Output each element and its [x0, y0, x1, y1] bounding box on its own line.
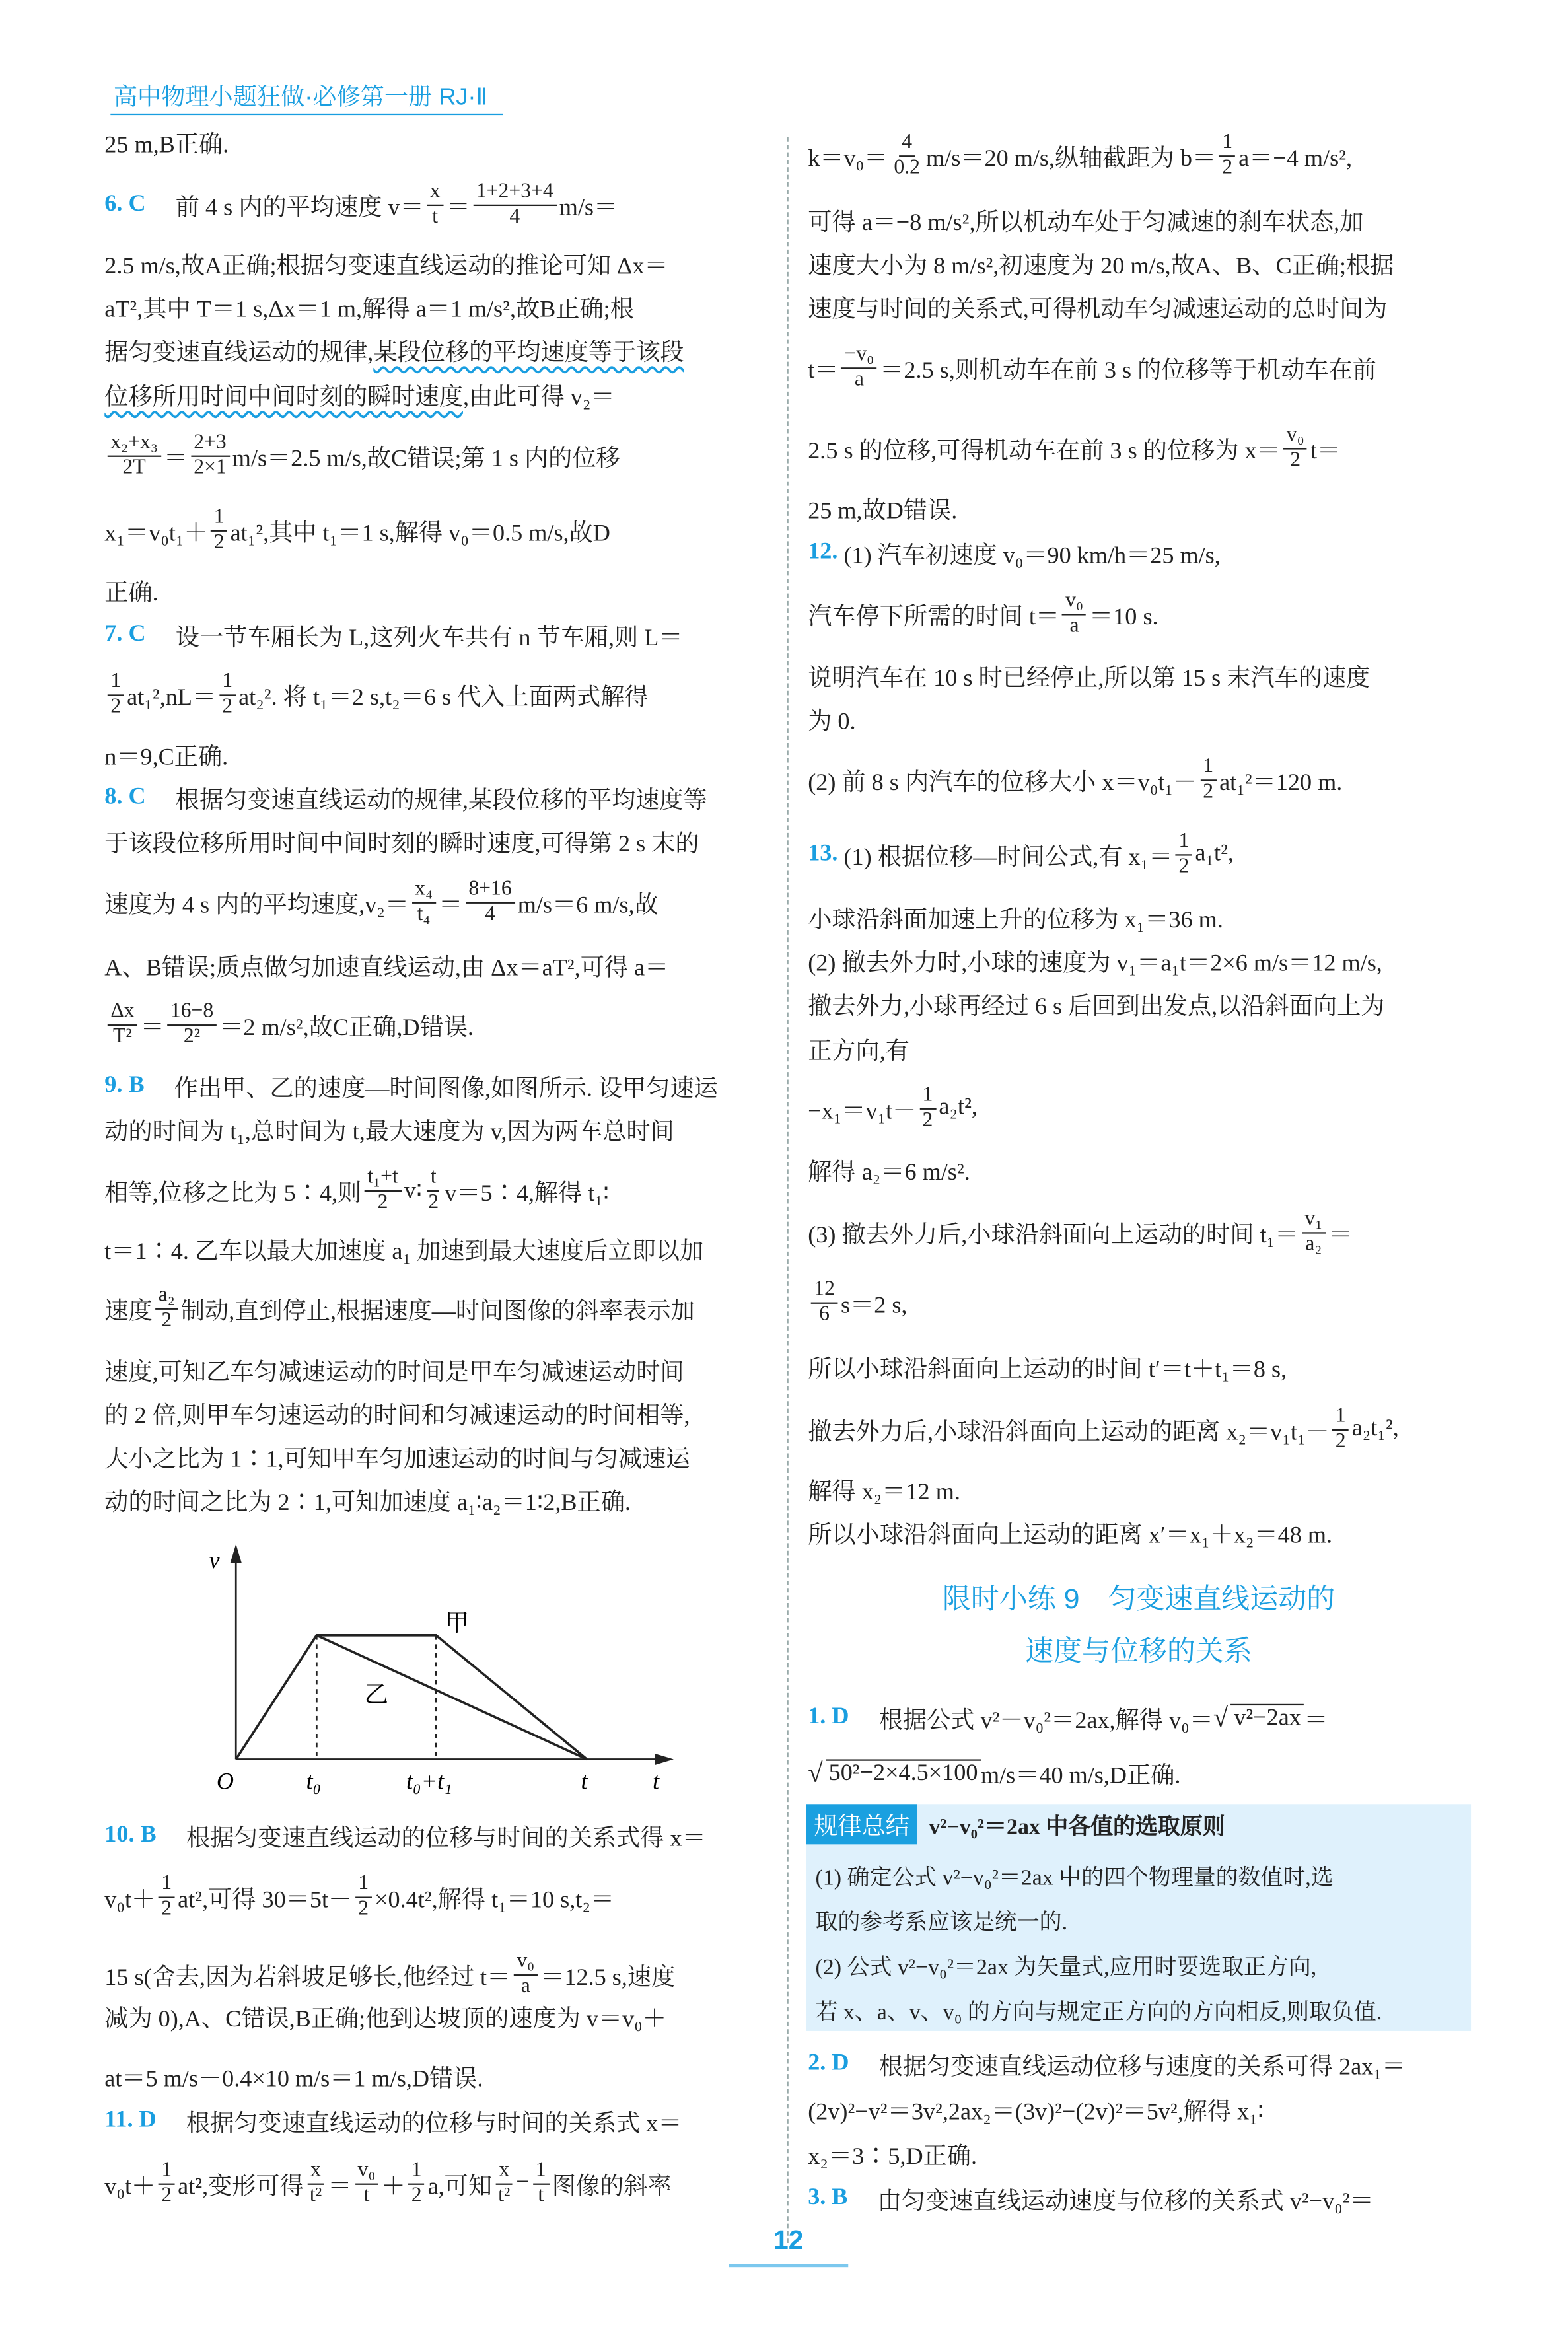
- fraction-numerator: 2+3: [191, 431, 230, 456]
- text-segment: 动的时间之比为 2∶1,可知加速度 a₁∶a₂＝1∶2,B正确.: [104, 1489, 631, 1515]
- text-segment: at₂². 将 t₁＝2 s,t₂＝6 s 代入上面两式解得: [238, 684, 649, 711]
- text-segment: t＝: [1310, 438, 1341, 464]
- fraction-numerator: x: [308, 2159, 324, 2184]
- text-line: [808, 2038, 1406, 2089]
- text-segment: 根据匀变速直线运动位移与速度的关系可得 2ax₁＝: [855, 2054, 1406, 2080]
- fraction: [191, 431, 230, 480]
- fraction: [211, 505, 227, 555]
- text-segment: 根据公式 v²－v₀²＝2ax,解得 v₀＝: [855, 1707, 1213, 1733]
- fraction-denominator: 2: [428, 1191, 439, 1214]
- text-segment: a,可知: [427, 2173, 493, 2200]
- fraction-denominator: 2: [1335, 1429, 1346, 1452]
- text-segment: at₁²＝120 m.: [1219, 769, 1343, 795]
- fraction: [891, 131, 923, 180]
- text-segment: v₀t＋: [104, 2173, 156, 2200]
- text-line: [104, 430, 620, 481]
- fraction-numerator: 1: [219, 670, 236, 695]
- fraction: [427, 180, 443, 229]
- sqrt-icon: √: [1213, 1701, 1229, 1732]
- fraction-numerator: v₀: [514, 1950, 538, 1975]
- text-segment: 解得 a₂＝6 m/s².: [808, 1159, 970, 1186]
- text-line: [808, 1404, 1399, 1454]
- t-end-label: t: [581, 1768, 588, 1795]
- text-segment: 2.5 s 的位移,可得机动车在前 3 s 的位移为 x＝: [808, 438, 1281, 464]
- question-number: 8. C: [104, 784, 146, 810]
- fraction: [532, 2159, 549, 2208]
- question-number: 3. B: [808, 2184, 848, 2211]
- text-line: [104, 2158, 671, 2209]
- text-line: [808, 1083, 978, 1133]
- text-line: [104, 116, 229, 167]
- sqrt-radicand: v²−2ax: [1231, 1703, 1304, 1732]
- fraction-denominator: 2×1: [194, 456, 227, 479]
- text-line: [808, 754, 1342, 805]
- text-segment: m/s＝2.5 m/s,故C错误;第 1 s 内的位移: [232, 445, 620, 472]
- text-line: [808, 2083, 1264, 2134]
- text-line: [104, 999, 474, 1050]
- fraction: [473, 180, 556, 229]
- text-segment: 正方向,有: [808, 1038, 909, 1064]
- text-segment: (2v)²−v²＝3v²,2ax₂＝(3v)²−(2v)²＝5v²,解得 x₁∶: [808, 2098, 1264, 2125]
- fraction: [1200, 755, 1217, 805]
- text-line: [104, 1474, 631, 1525]
- fraction-numerator: 1: [408, 2159, 425, 2184]
- text-segment: k＝v₀＝: [808, 145, 888, 171]
- text-segment: (3) 撤去外力后,小球沿斜面向上运动的时间 t₁＝: [808, 1222, 1299, 1248]
- text-segment: A、B错误;质点做匀加速直线运动,由 Δx＝aT²,可得 a＝: [104, 954, 669, 981]
- text-segment: 速度大小为 8 m/s²,初速度为 20 m/s,故A、B、C正确;根据: [808, 253, 1394, 279]
- fraction-denominator: 2: [411, 2184, 422, 2207]
- text-line: [808, 589, 1158, 639]
- text-segment: m/s＝: [559, 195, 618, 221]
- text-segment: 相等,位移之比为 5∶4,则: [104, 1180, 362, 1206]
- yi-label: 乙: [364, 1681, 388, 1708]
- fraction-numerator: x: [496, 2159, 513, 2184]
- text-segment: 撤去外力,小球再经过 6 s 后回到出发点,以沿斜面向上为: [808, 993, 1385, 1020]
- text-segment: ＝: [446, 195, 470, 221]
- fraction: [495, 2159, 513, 2208]
- text-line: [104, 816, 699, 867]
- text-segment: ＝: [163, 445, 188, 472]
- fraction-denominator: 2: [161, 2184, 172, 2207]
- text-line: [104, 1991, 666, 2042]
- fraction: [1063, 589, 1087, 639]
- text-segment: s＝2 s,: [840, 1292, 908, 1318]
- fraction-denominator: t: [432, 205, 439, 228]
- text-line: [808, 342, 1376, 393]
- fraction-denominator: 2²: [183, 1025, 201, 1048]
- fraction: [306, 2159, 324, 2208]
- fraction-denominator: a: [854, 368, 864, 391]
- text-segment: (1) 汽车初速度 v₀＝90 km/h＝25 m/s,: [843, 542, 1221, 569]
- fraction-numerator: −v₀: [841, 343, 877, 368]
- fraction-denominator: 2: [161, 1897, 172, 1920]
- text-segment: 于该段位移所用时间中间时刻的瞬时速度,可得第 2 s 末的: [104, 831, 699, 857]
- fraction-numerator: v₁: [1302, 1207, 1326, 1233]
- sqrt-icon: √: [808, 1757, 823, 1787]
- fraction-denominator: 4: [485, 902, 495, 925]
- text-segment: a₂t²,: [939, 1094, 978, 1120]
- text-line: [104, 324, 684, 375]
- fraction-numerator: t₁+t: [365, 1166, 402, 1191]
- text-segment: a₁t²,: [1195, 840, 1234, 867]
- fraction-denominator: 2: [1203, 780, 1214, 803]
- fraction-numerator: 12: [811, 1277, 838, 1303]
- fraction: [408, 2159, 425, 2208]
- fraction-numerator: Δx: [108, 1000, 137, 1025]
- text-line: [104, 505, 610, 555]
- text-segment: 2.5 m/s,故A正确;根据匀变速直线运动的推论可知 Δx＝: [104, 253, 668, 279]
- question-number: 1. D: [808, 1703, 849, 1730]
- fraction-numerator: t: [427, 1166, 439, 1191]
- text-line: [808, 1144, 970, 1195]
- text-segment: ＋: [381, 2173, 406, 2200]
- summary-line: (2) 公式 v²−v₀²＝2ax 为矢量式,应用时要选取正方向,: [815, 1956, 1317, 1981]
- text-segment: 速度: [104, 1298, 153, 1324]
- text-line: [808, 527, 1221, 578]
- fraction: [1219, 131, 1236, 180]
- text-segment: at＝5 m/s－0.4×10 m/s＝1 m/s,D错误.: [104, 2066, 483, 2092]
- fraction-numerator: v₀: [1063, 589, 1087, 614]
- text-line: [104, 2095, 682, 2146]
- fraction-numerator: 4: [899, 131, 915, 156]
- t-axis-arrow-icon: [656, 1755, 671, 1764]
- fraction-denominator: 2: [922, 1108, 933, 1131]
- text-segment: 设一节车厢长为 L,这列火车共有 n 节车厢,则 L＝: [151, 625, 683, 651]
- text-line: [104, 1223, 703, 1274]
- text-segment: 的 2 倍,则甲车匀速运动的时间和匀减速运动的时间相等,: [104, 1403, 690, 1429]
- text-segment: 所以小球沿斜面向上运动的距离 x′＝x₁＋x₂＝48 m.: [808, 1522, 1333, 1548]
- summary-line: 取的参考系应该是统一的.: [815, 1912, 1068, 1936]
- text-line: [808, 650, 1370, 701]
- fraction: [1176, 830, 1192, 879]
- text-segment: at²,可得 30＝5t－: [178, 1886, 353, 1913]
- fraction: [466, 877, 515, 927]
- text-segment: (2) 前 8 s 内汽车的位移大小 x＝v₀t₁－: [808, 769, 1197, 795]
- fraction-denominator: 0.2: [894, 156, 920, 179]
- fraction-denominator: t₄: [417, 902, 431, 925]
- text-segment: 大小之比为 1∶1,可知甲车匀加速运动的时间与匀减速运: [104, 1446, 690, 1472]
- text-line: [808, 1341, 1287, 1392]
- summary-line: (1) 确定公式 v²−v₀²＝2ax 中的四个物理量的数值时,选: [815, 1867, 1334, 1891]
- summary-line: 若 x、a、v、v₀ 的方向与规定正方向的方向相反,则取负值.: [815, 2001, 1382, 2025]
- fraction-denominator: a₂: [1305, 1233, 1322, 1256]
- text-line: [104, 1165, 609, 1216]
- text-segment: (2) 撤去外力时,小球的速度为 v₁＝a₁t＝2×6 m/s＝12 m/s,: [808, 950, 1382, 976]
- fraction-denominator: a: [1069, 614, 1079, 637]
- text-segment: ×0.4t²,解得 t₁＝10 s,t₂＝: [374, 1886, 615, 1913]
- fraction-denominator: 2: [1222, 156, 1233, 179]
- text-line: [808, 2128, 977, 2179]
- column-divider: [787, 137, 789, 2243]
- text-segment: 小球沿斜面加速上升的位移为 x₁＝36 m.: [808, 907, 1223, 933]
- text-segment: 制动,直到停止,根据速度—时间图像的斜率表示加: [180, 1298, 695, 1324]
- fraction-numerator: 1: [108, 670, 124, 695]
- fraction: [159, 1872, 175, 1921]
- text-segment: 速度,可知乙车匀减速运动的时间是甲车匀减速运动时间: [104, 1359, 684, 1386]
- fraction: [355, 2159, 378, 2208]
- text-segment: aT²,其中 T＝1 s,Δx＝1 m,解得 a＝1 m/s²,故B正确;根: [104, 296, 634, 322]
- text-segment: 速度与时间的关系式,可得机动车匀减速运动的总时间为: [808, 296, 1388, 322]
- fraction-denominator: t²: [498, 2184, 511, 2207]
- text-segment: 撤去外力后,小球沿斜面向上运动的距离 x₂＝v₁t₁－: [808, 1419, 1330, 1445]
- text-line: [808, 1692, 1328, 1743]
- text-segment: v＝5∶4,解得 t₁∶: [445, 1180, 610, 1206]
- text-segment: a₂t₁²,: [1351, 1415, 1399, 1441]
- text-segment: 速度为 4 s 内的平均速度,v₂＝: [104, 892, 410, 918]
- t-axis-label: t: [653, 1768, 660, 1795]
- text-segment: ＝: [439, 892, 463, 918]
- question-number: 2. D: [808, 2050, 849, 2076]
- fraction: [425, 1166, 442, 1215]
- text-segment: −x₁＝v₁t－: [808, 1098, 917, 1124]
- fraction: [108, 1000, 137, 1050]
- text-segment: 可得 a＝−8 m/s²,所以机动车处于匀减速的刹车状态,加: [808, 209, 1364, 236]
- text-line: [104, 876, 659, 927]
- text-segment: v∶: [404, 1178, 423, 1204]
- text-line: [808, 130, 1352, 181]
- text-segment: v₀t＋: [104, 1886, 156, 1913]
- text-line: [808, 2173, 1374, 2224]
- text-segment: ＝2 m/s²,故C正确,D错误.: [219, 1015, 474, 1040]
- text-segment: at²,变形可得: [178, 2173, 304, 2200]
- fraction-numerator: 1+2+3+4: [473, 180, 556, 205]
- question-number: 10. B: [104, 1822, 157, 1847]
- text-segment: 据匀变速直线运动的规律,: [104, 340, 374, 365]
- fraction-numerator: 1: [532, 2159, 549, 2184]
- text-segment: t＝1∶4. 乙车以最大加速度 a₁ 加速到最大速度后立即以加: [104, 1238, 704, 1264]
- fraction-numerator: 16−8: [167, 1000, 216, 1025]
- fraction-denominator: 2: [377, 1191, 388, 1214]
- text-line: [104, 669, 648, 720]
- emphasized-text: 位移所用时间中间时刻的瞬时速度: [104, 384, 463, 410]
- fraction-numerator: 1: [919, 1083, 936, 1108]
- fraction-denominator: a: [520, 1975, 530, 1998]
- fraction: [167, 1000, 216, 1050]
- emphasized-text: 某段位移的平均速度等于该段: [373, 340, 684, 365]
- fraction-numerator: v₀: [355, 2159, 378, 2184]
- text-line: [104, 939, 668, 990]
- fraction-numerator: 1: [159, 2159, 175, 2184]
- section-title-line1: 限时小练 9 匀变速直线运动的: [942, 1584, 1336, 1616]
- fraction-numerator: 1: [1219, 131, 1236, 156]
- text-segment: 减为 0),A、C错误,B正确;他到达坡顶的速度为 v＝v₀＋: [104, 2006, 667, 2032]
- fraction: [355, 1872, 372, 1921]
- text-segment: 由匀变速直线运动速度与位移的关系式 v²−v₀²＝: [853, 2188, 1374, 2214]
- fraction-numerator: 1: [159, 1872, 175, 1897]
- fraction-denominator: t²: [309, 2184, 322, 2207]
- text-segment: n＝9,C正确.: [104, 744, 229, 770]
- question-number: 9. B: [104, 1072, 145, 1098]
- section-title-line2: 速度与位移的关系: [1025, 1637, 1252, 1668]
- text-line: [104, 565, 158, 616]
- jia-label: 甲: [445, 1610, 469, 1637]
- fraction: [155, 1283, 178, 1333]
- text-segment: 汽车停下所需的时间 t＝: [808, 604, 1060, 630]
- fraction-numerator: 8+16: [466, 877, 515, 902]
- text-line: [808, 1023, 909, 1074]
- question-number: 6. C: [104, 191, 146, 217]
- text-segment: t＝: [808, 357, 839, 383]
- t0-label: t₀: [306, 1768, 322, 1795]
- fraction-numerator: x: [427, 180, 443, 205]
- text-segment: ＝: [140, 1015, 164, 1040]
- v-axis-label: v: [209, 1547, 220, 1574]
- fraction-denominator: 6: [819, 1303, 830, 1326]
- fraction: [365, 1166, 402, 1215]
- text-segment: 25 m,故D错误.: [808, 498, 958, 524]
- text-line: [808, 1507, 1332, 1557]
- text-segment: 正确.: [104, 580, 159, 606]
- page-number: 12: [729, 2225, 848, 2267]
- text-segment: ,由此可得 v₂＝: [462, 384, 615, 410]
- fraction-numerator: 1: [1332, 1404, 1349, 1429]
- text-line: [808, 829, 1234, 880]
- fraction-denominator: t: [363, 2184, 370, 2207]
- text-line: [104, 369, 614, 419]
- text-line: [808, 1747, 1180, 1798]
- text-line: [104, 1104, 674, 1155]
- fraction: [841, 343, 877, 392]
- text-segment: a＝−4 m/s²,: [1238, 145, 1353, 171]
- fraction-numerator: x₄: [412, 877, 436, 902]
- fraction-denominator: 2: [161, 1308, 172, 1332]
- summary-title: v²−v₀²＝2ax 中各值的选取原则: [929, 1816, 1225, 1840]
- text-segment: x₁＝v₀t₁＋: [104, 520, 208, 546]
- text-segment: −: [516, 2170, 530, 2196]
- t0t1-label: t₀+t₁: [406, 1768, 452, 1795]
- text-segment: 25 m,B正确.: [104, 132, 229, 158]
- text-segment: 作出甲、乙的速度—时间图像,如图所示. 设甲匀速运: [150, 1076, 718, 1102]
- text-segment: ＝10 s.: [1089, 604, 1158, 630]
- text-line: [808, 1207, 1352, 1258]
- fraction: [108, 431, 161, 480]
- text-segment: ＝: [328, 2173, 352, 2200]
- text-segment: at₁²,其中 t₁＝1 s,解得 v₀＝0.5 m/s,故D: [230, 520, 610, 546]
- fraction-denominator: 4: [509, 205, 520, 228]
- text-segment: ＝12.5 s,速度: [540, 1964, 676, 1990]
- fraction: [1302, 1207, 1326, 1257]
- fraction: [219, 670, 236, 719]
- text-segment: at₁²,nL＝: [127, 684, 217, 711]
- fraction-numerator: 1: [1176, 830, 1192, 855]
- fraction: [159, 2159, 175, 2208]
- question-number: 11. D: [104, 2107, 157, 2133]
- text-segment: 解得 x₂＝12 m.: [808, 1479, 960, 1505]
- text-segment: 根据匀变速直线运动的位移与时间的关系式 x＝: [162, 2110, 682, 2137]
- fraction-denominator: T²: [112, 1025, 132, 1048]
- text-segment: 根据匀变速直线运动的规律,某段位移的平均速度等: [151, 787, 707, 814]
- text-segment: 根据匀变速直线运动的位移与时间的关系式得 x＝: [162, 1826, 706, 1851]
- text-segment: ＝: [1304, 1707, 1328, 1733]
- text-line: [104, 1810, 705, 1861]
- fraction-denominator: t: [538, 2184, 544, 2207]
- text-segment: x₂＝3∶5,D正确.: [808, 2143, 978, 2170]
- text-segment: 为 0.: [808, 708, 856, 734]
- fraction-denominator: 2: [358, 1897, 369, 1920]
- fraction-numerator: 1: [211, 505, 227, 530]
- text-line: [808, 482, 957, 533]
- text-line: [104, 2050, 483, 2101]
- summary-box: [806, 1804, 1471, 2031]
- fraction-denominator: 2: [1178, 855, 1190, 878]
- question-number: 7. C: [104, 621, 146, 647]
- text-segment: (1) 根据位移—时间公式,有 x₁＝: [843, 844, 1173, 871]
- fraction: [1283, 423, 1307, 473]
- text-segment: m/s＝6 m/s,故: [517, 892, 659, 918]
- text-line: [104, 1871, 614, 1922]
- text-segment: 说明汽车在 10 s 时已经停止,所以第 15 s 末汽车的速度: [808, 665, 1371, 691]
- book-header-title: 高中物理小题狂做·必修第一册 RJ·Ⅱ: [110, 78, 503, 116]
- text-line: [808, 693, 855, 744]
- text-segment: 15 s(舍去,因为若斜坡足够长,他经过 t＝: [104, 1964, 511, 1990]
- jia-line: [236, 1635, 587, 1760]
- fraction-denominator: 2: [1290, 448, 1301, 472]
- sqrt-radicand: 50²−2×4.5×100: [826, 1758, 981, 1787]
- question-number: 13.: [808, 840, 838, 867]
- text-segment: 动的时间为 t₁,总时间为 t,最大速度为 v,因为两车总时间: [104, 1119, 674, 1145]
- fraction-numerator: v₀: [1283, 423, 1307, 448]
- fraction-denominator: 2: [213, 530, 225, 554]
- text-segment: m/s＝40 m/s,D正确.: [980, 1763, 1181, 1789]
- fraction-numerator: 1: [355, 1872, 372, 1897]
- text-line: [808, 978, 1384, 1029]
- text-segment: m/s＝20 m/s,纵轴截距为 b＝: [926, 145, 1217, 171]
- question-number: 12.: [808, 539, 838, 565]
- fraction-numerator: a₂: [155, 1283, 178, 1308]
- velocity-time-graph: [194, 1531, 687, 1815]
- text-segment: 图像的斜率: [552, 2173, 672, 2200]
- fraction: [108, 670, 124, 719]
- fraction: [919, 1083, 936, 1133]
- text-segment: ＝2.5 s,则机动车在前 3 s 的位移等于机动车在前: [880, 357, 1376, 383]
- text-line: [808, 1277, 907, 1328]
- summary-tag: 规律总结: [806, 1804, 917, 1844]
- fraction-numerator: x₂+x₃: [108, 431, 161, 456]
- fraction-numerator: 1: [1200, 755, 1217, 780]
- text-line: [104, 609, 682, 660]
- text-segment: ＝: [1328, 1222, 1353, 1248]
- fraction-denominator: 2: [222, 695, 233, 718]
- text-line: [104, 179, 618, 230]
- fraction: [1332, 1404, 1349, 1454]
- text-segment: 所以小球沿斜面向上运动的时间 t′＝t＋t₁＝8 s,: [808, 1357, 1287, 1382]
- v-axis-arrow-icon: [231, 1547, 240, 1562]
- text-line: [808, 423, 1341, 474]
- fraction-denominator: 2: [110, 695, 122, 718]
- text-segment: 前 4 s 内的平均速度 v＝: [151, 195, 424, 221]
- text-line: [808, 281, 1387, 332]
- yi-line: [316, 1635, 587, 1760]
- text-line: [104, 1283, 694, 1334]
- origin-label: O: [216, 1768, 234, 1795]
- fraction: [412, 877, 436, 927]
- fraction: [811, 1277, 838, 1327]
- fraction-denominator: 2T: [122, 456, 146, 479]
